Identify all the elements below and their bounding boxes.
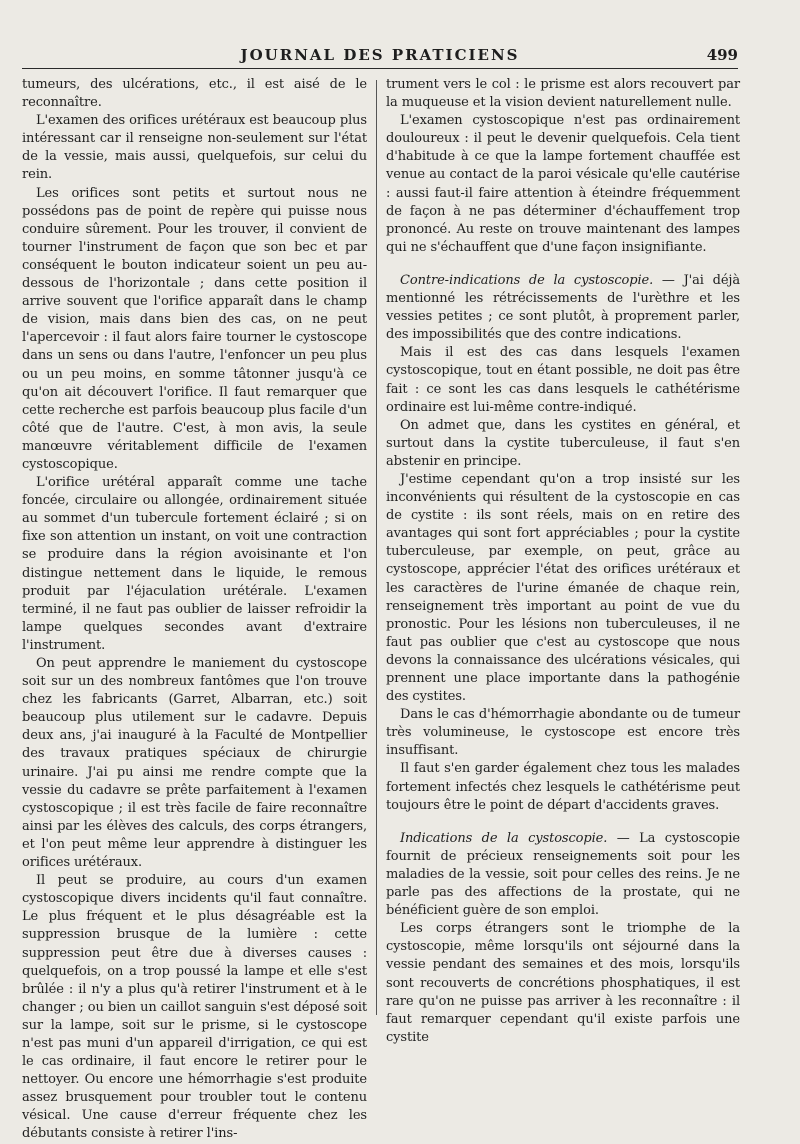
paragraph: trument vers le col : le prisme est alors recouvert par la muqueuse et la vision devient naturellement nulle.: [386, 77, 740, 111]
left-column: [22, 76, 367, 1144]
section-paragraph: [386, 830, 740, 920]
section-heading-indications: Indications de la cystoscopie.: [400, 830, 608, 846]
paragraph: Mais il est des cas dans lesquels l'examen cystoscopique, tout en étant possible, ne doit pas être fait : ce sont les cas dans lesquels le cathétérisme ordinaire est lui-même contre-indiqué.: [386, 345, 740, 415]
paragraph: Dans le cas d'hémorrhagie abondante ou de tumeur très volumineuse, le cystoscope est encore très insuffisant.: [386, 707, 740, 759]
paragraph: L'examen cystoscopique n'est pas ordinairement douloureux : il peut le devenir quelquefois. Cela tient d'habitude à ce que la lampe fortement chauffée est venue au contact de la paroi vésicale qu'elle cautérise : aussi faut-il faire attention à éteindre fréquemment de façon à ne pas déterminer d'échauffement trop prononcé. Au reste on trouve maintenant des lampes qui ne s'échauffent que d'une façon insignifiante.: [386, 113, 740, 255]
right-column: [386, 76, 740, 1047]
section-heading-contre-indications: Contre-indications de la cystoscopie.: [400, 272, 654, 288]
paragraph: Il faut s'en garder également chez tous les malades fortement infectés chez lesquels le cathétérisme peut toujours être le point de départ d'accidents graves.: [386, 761, 740, 813]
page-header: [22, 44, 738, 69]
paragraph: Les corps étrangers sont le triomphe de la cystoscopie, même lorsqu'ils ont séjourné dans la vessie pendant des semaines et des mois, lorsqu'ils sont recouverts de concrétions phosphatiques, il est rare qu'on ne puisse pas arriver à les reconnaître : il faut remarquer cependant qu'il existe parfois une cystite: [386, 921, 740, 1045]
paragraph: J'estime cependant qu'on a trop insisté sur les inconvénients qui résultent de la cystoscopie en cas de cystite : ils sont réels, mais on en retire des avantages qui sont fort appréciables ; pour la cystite tuberculeuse, par exemple, on peut, grâce au cystoscope, apprécier l'état des orifices urétéraux et les caractères de l'urine émanée de chaque rein, renseignement très important au point de vue du pronostic. Pour les lésions non tuberculeuses, il ne faut pas oublier que c'est au cystoscope que nous devons la connaissance des ulcérations vésicales, qui prennent une place importante dans la pathogénie des cystites.: [386, 471, 740, 705]
section-paragraph: [386, 272, 740, 344]
paragraph: Il peut se produire, au cours d'un examen cystoscopique divers incidents qu'il faut connaître. Le plus fréquent et le plus désagréable est la suppression brusque de la lumière : cette suppression peut être due à diverses causes : quelquefois, on a trop poussé la lampe et elle s'est brûlée : il n'y a plus qu'à retirer l'instrument et à le changer ; ou bien un caillot sanguin s'est déposé soit sur la lampe, soit sur le prisme, si le cystoscope n'est pas muni d'un appareil d'irrigation, ce qui est le cas ordinaire, il faut encore le retirer pour le nettoyer. Ou encore une hémorrhagie s'est produite assez brusquement pour troubler tout le contenu vésical. Une cause d'erreur fréquente chez les débutants consiste à retirer l'ins-: [22, 873, 367, 1142]
paragraph: Les orifices sont petits et surtout nous ne possédons pas de point de repère qui puisse nous conduire sûrement. Pour les trouver, il convient de tourner l'instrument de façon que son bec et par conséquent le bouton indicateur soient un peu au-dessous de l'horizontale ; dans cette position il arrive souvent que l'orifice apparaît dans le champ de vision, mais dans bien des cas, on ne peut l'apercevoir : il faut alors faire tourner le cystoscope dans un sens ou dans l'autre, l'enfoncer un peu plus ou un peu moins, en somme tâtonner jusqu'à ce qu'on ait découvert l'orifice. Il faut remarquer que cette recherche est parfois beaucoup plus facile d'un côté que de l'autre. C'est, à mon avis, la seule manœuvre véritablement difficile de l'examen cystoscopique.: [22, 185, 367, 472]
paragraph: tumeurs, des ulcérations, etc., il est aisé de le reconnaître.: [22, 77, 367, 111]
page-number: 499: [706, 46, 738, 64]
paragraph: L'examen des orifices urétéraux est beaucoup plus intéressant car il renseigne non-seulement sur l'état de la vessie, mais aussi, quelquefois, sur celui du rein.: [22, 113, 367, 183]
paragraph: L'orifice urétéral apparaît comme une tache foncée, circulaire ou allongée, ordinairement située au sommet d'un tubercule fortement éclairé ; si on fixe son attention un instant, on voit une contraction se produire dans la région avoisinante et l'on distingue nettement dans le liquide, le remous produit par l'éjaculation urétérale. L'examen terminé, il ne faut pas oublier de laisser refroidir la lampe quelques secondes avant d'extraire l'instrument.: [22, 475, 367, 653]
journal-title: JOURNAL DES PRATICIENS: [240, 46, 520, 64]
section-text: — La cystoscopie fournit de précieux renseignements soit pour les maladies de la vessie, soit pour celles des reins. Je ne parle pas des affections de la prostate, qui ne bénéficient guère de son emploi.: [386, 830, 740, 919]
section-text: — J'ai déjà mentionné les rétrécissements de l'urèthre et les vessies petites ; ce sont plutôt, à proprement parler, des impossibilités que des contre indications.: [386, 272, 740, 343]
paragraph: On peut apprendre le maniement du cystoscope soit sur un des nombreux fantômes que l'on trouve chez les fabricants (Garret, Albarran, etc.) soit beaucoup plus utilement sur le cadavre. Depuis deux ans, j'ai inauguré à la Faculté de Montpellier des travaux pratiques spéciaux de chirurgie urinaire. J'ai pu ainsi me rendre compte que la vessie du cadavre se prête parfaitement à l'examen cystoscopique ; il est très facile de faire reconnaître ainsi par les élèves des calculs, des corps étrangers, et l'on peut même leur apprendre à distinguer les orifices urétéraux.: [22, 656, 367, 871]
paragraph: On admet que, dans les cystites en général, et surtout dans la cystite tuberculeuse, il faut s'en abstenir en principe.: [386, 417, 740, 469]
column-divider: [376, 80, 377, 1015]
